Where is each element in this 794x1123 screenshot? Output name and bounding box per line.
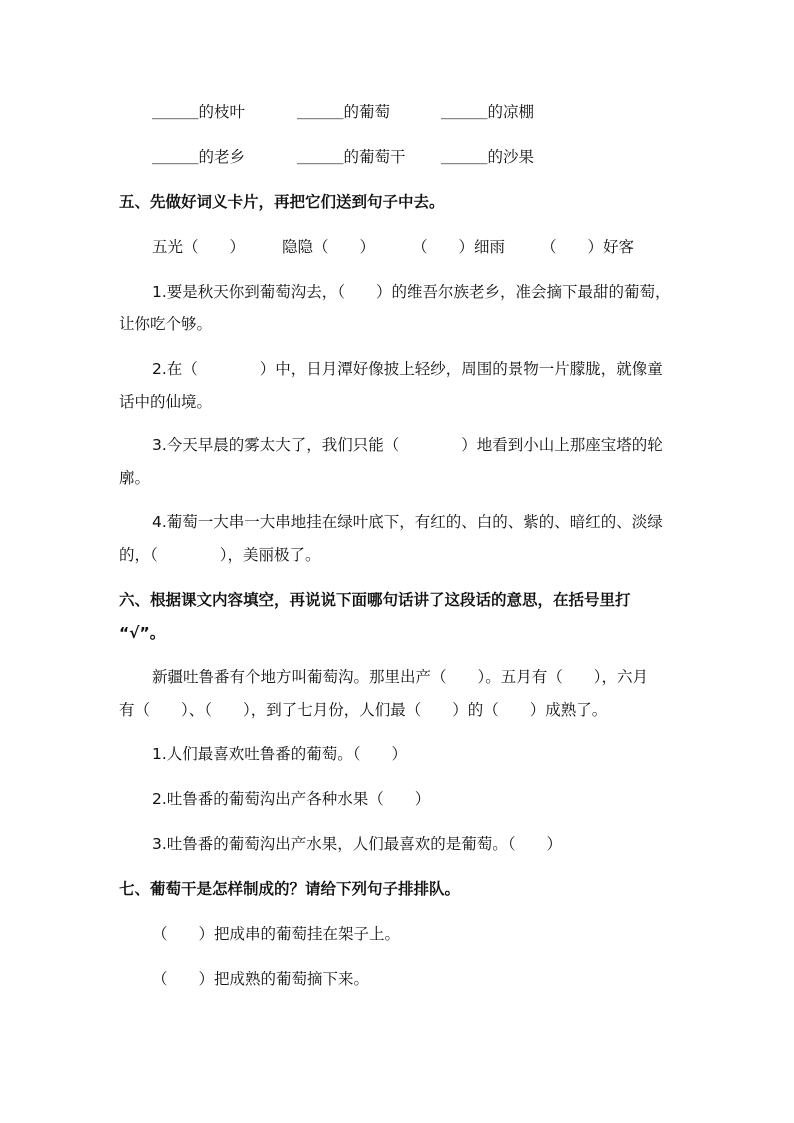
option-1: 1.人们最喜欢吐鲁番的葡萄。（ ） [152,745,408,763]
word-card: （ ）细雨 [412,238,506,256]
word-card: 隐隐（ ） [282,238,376,256]
order-item-1: （ ）把成串的葡萄挂在架子上。 [152,925,401,943]
section-6-title-line-1: 六、根据课文内容填空，再说说下面哪句话讲了这段话的意思，在括号里打 [119,591,631,609]
fill-blank-item: ＿＿＿的老乡 [152,148,246,166]
word-card: 五光（ ） [152,238,246,256]
sentence-2-line-1: 2.在（ ）中，日月潭好像披上轻纱，周围的景物一片朦胧，就像童 [152,360,663,378]
sentence-1-line-2: 让你吃个够。 [119,315,213,333]
option-2: 2.吐鲁番的葡萄沟出产各种水果（ ） [152,790,431,808]
fill-blank-item: ＿＿＿的凉棚 [441,103,535,121]
option-3: 3.吐鲁番的葡萄沟出产水果，人们最喜欢的是葡萄。（ ） [152,835,563,853]
fill-blank-item: ＿＿＿的枝叶 [152,103,246,121]
word-card: （ ）好客 [541,238,635,256]
sentence-4-line-2: 的，（ ），美丽极了。 [119,546,321,564]
order-item-2: （ ）把成熟的葡萄摘下来。 [152,970,370,988]
section-7-title: 七、葡萄干是怎样制成的？请给下列句子排排队。 [119,880,461,898]
sentence-3-line-2: 廓。 [119,469,151,487]
fill-blank-item: ＿＿＿的葡萄 [297,103,391,121]
passage-line-1: 新疆吐鲁番有个地方叫葡萄沟。那里出产（ ）。五月有（ ），六月 [152,668,649,686]
section-5-title: 五、先做好词义卡片，再把它们送到句子中去。 [119,193,445,211]
sentence-3-line-1: 3.今天早晨的雾太大了，我们只能（ ）地看到小山上那座宝塔的轮 [152,436,663,454]
fill-blank-item: ＿＿＿的沙果 [441,148,535,166]
fill-blank-item: ＿＿＿的葡萄干 [297,148,406,166]
section-6-title-line-2: “√”。 [119,624,166,642]
sentence-2-line-2: 话中的仙境。 [119,393,213,411]
sentence-4-line-1: 4.葡萄一大串一大串地挂在绿叶底下，有红的、白的、紫的、暗红的、淡绿 [152,513,663,531]
sentence-1-line-1: 1.要是秋天你到葡萄沟去，（ ）的维吾尔族老乡，准会摘下最甜的葡萄， [152,283,671,301]
passage-line-2: 有（ ）、（ ），到了七月份，人们最（ ）的（ ）成熟了。 [119,701,608,719]
